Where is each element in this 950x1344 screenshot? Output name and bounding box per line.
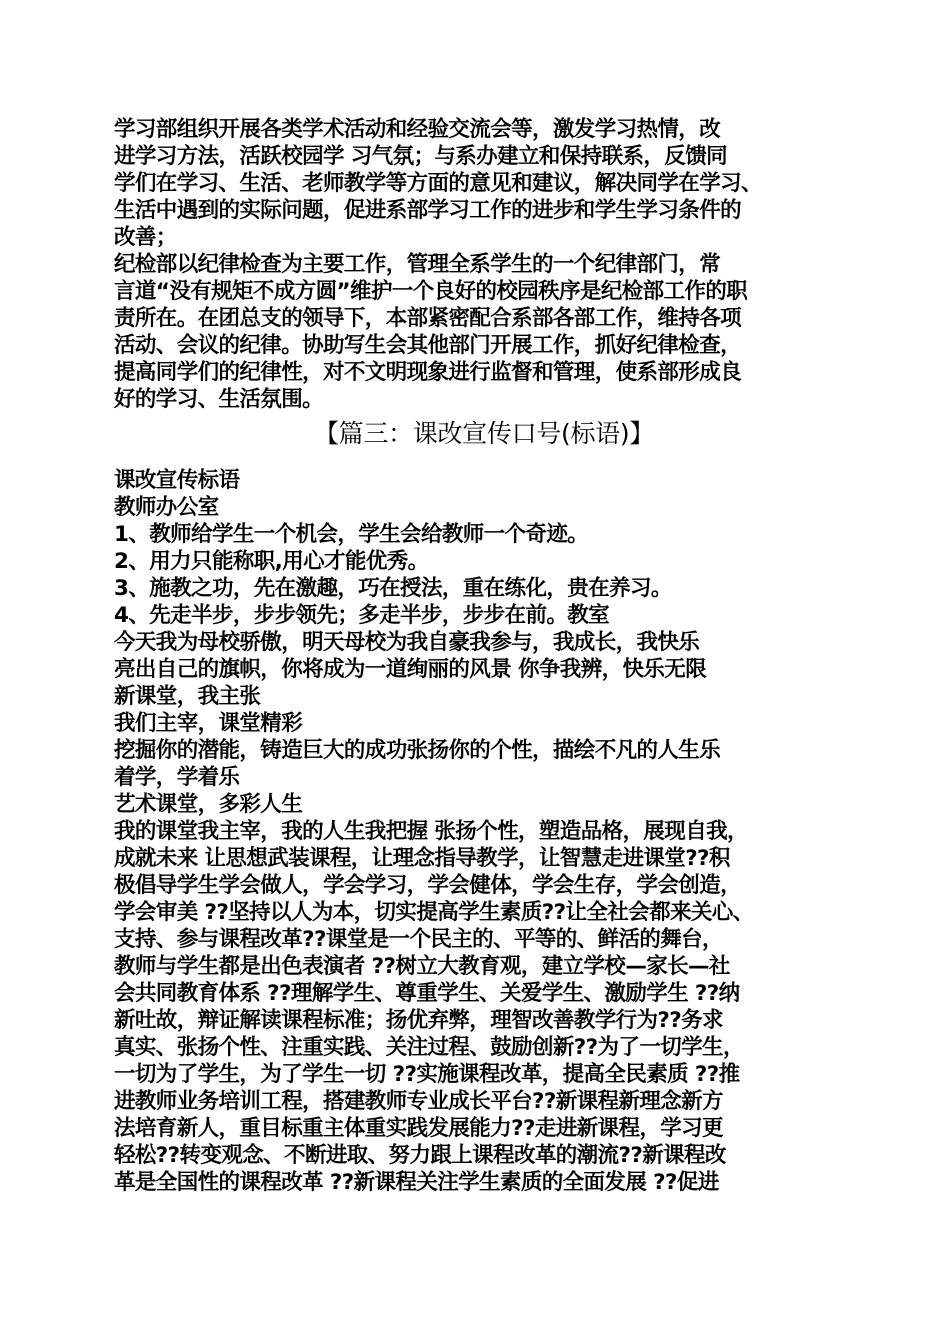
- text-line: 改善；: [114, 225, 177, 250]
- text-line: 教师与学生都是出色表演者 ??树立大教育观，建立学校—家长—社: [114, 954, 730, 979]
- text-line: 活动、会议的纪律。协助写生会其他部门开展工作，抓好纪律检查，: [114, 333, 742, 358]
- text-line: 2、用力只能称职,用心才能优秀。: [114, 549, 429, 574]
- text-line: 极倡导学生学会做人，学会学习，学会健体，学会生存，学会创造，: [114, 873, 742, 898]
- text-line: 真实、张扬个性、注重实践、关注过程、鼓励创新??为了一切学生，: [114, 1035, 744, 1060]
- section-title: 【篇三：课改宣传口号(标语)】: [313, 419, 654, 448]
- text-line: 新课堂，我主张: [114, 684, 261, 709]
- text-line: 纪检部以纪律检查为主要工作，管理全系学生的一个纪律部门，常: [114, 252, 721, 277]
- text-line: 课改宣传标语: [114, 468, 240, 493]
- text-line: 亮出自己的旗帜，你将成为一道绚丽的风景 你争我辨，快乐无限: [114, 657, 707, 682]
- text-line: 轻松??转变观念、不断进取、努力跟上课程改革的潮流??新课程改: [114, 1143, 726, 1168]
- text-line: 学习部组织开展各类学术活动和经验交流会等，激发学习热情，改: [114, 117, 721, 142]
- text-line: 生活中遇到的实际问题，促进系部学习工作的进步和学生学习条件的: [114, 198, 742, 223]
- study-dept-paragraph: [114, 116, 854, 251]
- slogans-section: [114, 467, 854, 1196]
- text-line: 进学习方法，活跃校园学 习气氛；与系办建立和保持联系，反馈同: [114, 144, 727, 169]
- text-line: 进教师业务培训工程，搭建教师专业成长平台??新课程新理念新方: [114, 1089, 723, 1114]
- text-line: 着学，学着乐: [114, 765, 240, 790]
- text-line: 会共同教育体系 ??理解学生、尊重学生、关爱学生、激励学生 ??纳: [114, 981, 740, 1006]
- text-line: 提高同学们的纪律性，对不文明现象进行监督和管理，使系部形成良: [114, 360, 742, 385]
- text-line: 今天我为母校骄傲，明天母校为我自豪我参与，我成长，我快乐: [114, 630, 700, 655]
- document-page: [114, 116, 854, 1196]
- text-line: 学会审美 ??坚持以人为本，切实提高学生素质??让全社会都来关心、: [114, 900, 754, 925]
- text-line: 支持、参与课程改革??课堂是一个民主的、平等的、鲜活的舞台，: [114, 927, 723, 952]
- text-line: 艺术课堂，多彩人生: [114, 792, 303, 817]
- text-line: 新吐故，辩证解读课程标准；扬优弃弊，理智改善教学行为??务求: [114, 1008, 723, 1033]
- text-line: 挖掘你的潜能，铸造巨大的成功张扬你的个性，描绘不凡的人生乐: [114, 738, 721, 763]
- text-line: 1、教师给学生一个机会，学生会给教师一个奇迹。: [114, 522, 589, 547]
- text-line: 我的课堂我主宰，我的人生我把握 张扬个性，塑造品格，展现自我，: [114, 819, 748, 844]
- text-line: 一切为了学生，为了学生一切 ??实施课程改革，提高全民素质 ??推: [114, 1062, 740, 1087]
- text-line: 责所在。在团总支的领导下，本部紧密配合系部各部工作，维持各项: [114, 306, 742, 331]
- text-line: 法培育新人，重目标重主体重实践发展能力??走进新课程，学习更: [114, 1116, 723, 1141]
- text-line: 成就未来 让思想武装课程，让理念指导教学，让智慧走进课堂??积: [114, 846, 730, 871]
- discipline-dept-paragraph: [114, 251, 854, 413]
- text-line: 教师办公室: [114, 495, 219, 520]
- text-line: 言道“没有规矩不成方圆”维护一个良好的校园秩序是纪检部工作的职: [114, 279, 748, 304]
- text-line: 4、先走半步，步步领先；多走半步，步步在前。教室: [114, 603, 610, 628]
- text-line: 我们主宰，课堂精彩: [114, 711, 303, 736]
- text-line: 学们在学习、生活、老师教学等方面的意见和建议，解决同学在学习、: [114, 171, 762, 196]
- text-line: 革是全国性的课程改革 ??新课程关注学生素质的全面发展 ??促进: [114, 1170, 719, 1195]
- text-line: 好的学习、生活氛围。: [114, 387, 324, 412]
- text-line: 3、施教之功，先在激趣，巧在授法，重在练化，贵在养习。: [114, 576, 672, 601]
